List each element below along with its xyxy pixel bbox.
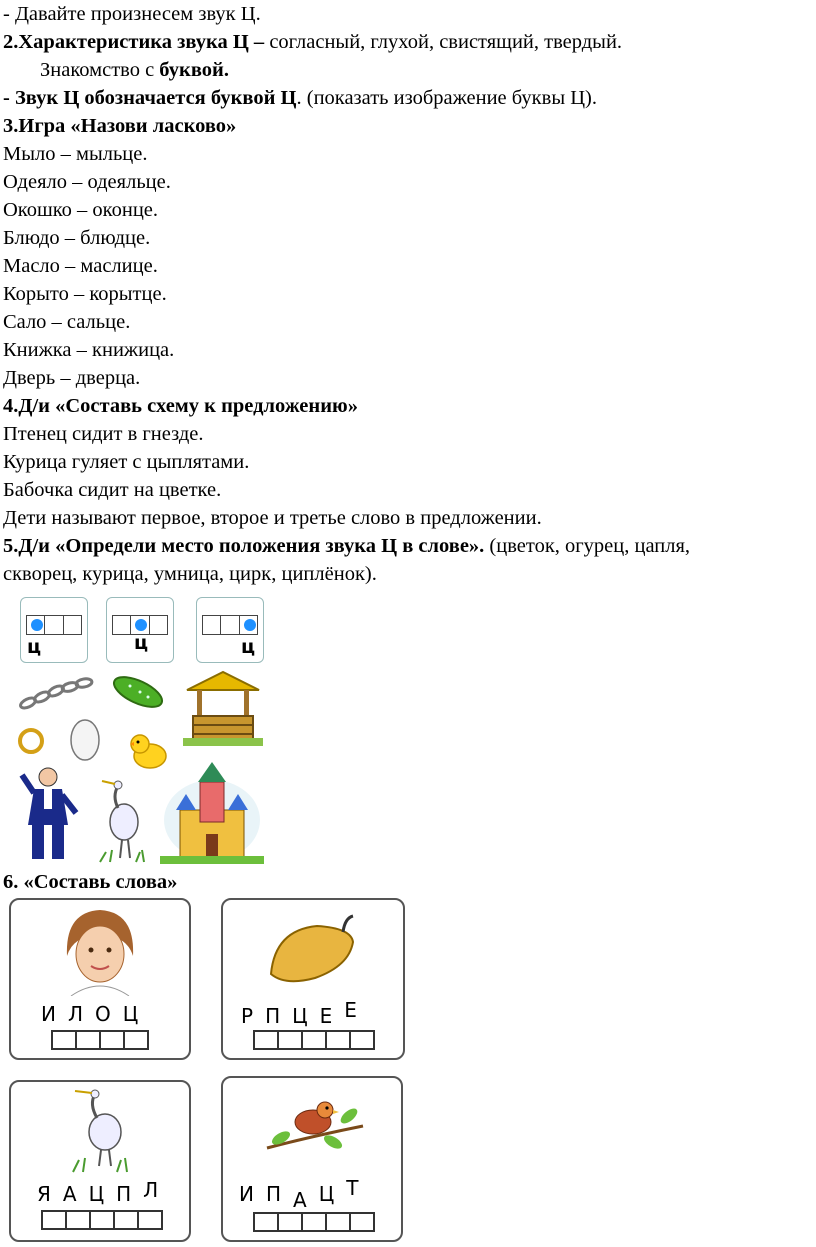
- sound-scheme-card: [20, 597, 88, 663]
- answer-boxes: [253, 1212, 375, 1232]
- answer-boxes: [253, 1030, 375, 1050]
- scheme-letter: ц: [27, 636, 42, 658]
- well-icon: [183, 668, 263, 746]
- sound-scheme-card: [196, 597, 264, 663]
- game-title-4: 4.Д/и «Составь схему к предложению»: [3, 395, 358, 417]
- word-list: скворец, курица, умница, цирк, циплёнок).: [3, 563, 377, 585]
- game-title-6: 6. «Составь слова»: [3, 871, 178, 893]
- egg-icon: [68, 716, 102, 762]
- scrambled-letters: Р П Ц Е Е: [241, 998, 357, 1028]
- word-pair: Корыто – корытце.: [3, 283, 167, 305]
- word-card-pepper: [221, 898, 405, 1060]
- word-card-girl: [9, 898, 191, 1060]
- word-pair: Блюдо – блюдце.: [3, 227, 151, 249]
- answer-boxes: [41, 1210, 163, 1230]
- letter-intro: Знакомство с буквой.: [40, 59, 229, 81]
- heron-icon: [96, 778, 150, 864]
- sound-dot: [31, 619, 43, 631]
- word-pair: Дверь – дверца.: [3, 367, 141, 389]
- scheme-letter: ц: [241, 636, 256, 658]
- game-title-5: 5.Д/и «Определи место положения звука Ц в слове». (цветок, огурец, цапля,: [3, 535, 691, 557]
- sentence: Дети называют первое, второе и третье слово в предложении.: [3, 507, 542, 529]
- answer-boxes: [51, 1030, 149, 1050]
- sentence: Курица гуляет с цыплятами.: [3, 451, 250, 473]
- word-card-bird: [221, 1076, 403, 1242]
- game-title-3: 3.Игра «Назови ласково»: [3, 115, 237, 137]
- heron-icon: [65, 1088, 137, 1174]
- scrambled-letters: И П А Ц Т: [239, 1176, 359, 1212]
- sound-characteristic: 2.Характеристика звука Ц – согласный, глухой, свистящий, твердый.: [3, 31, 623, 53]
- word-pair: Одеяло – одеяльце.: [3, 171, 171, 193]
- ring-icon: [16, 726, 46, 756]
- word-pair: Книжка – книжица.: [3, 339, 175, 361]
- sentence: Птенец сидит в гнезде.: [3, 423, 204, 445]
- sound-dot: [135, 619, 147, 631]
- singer-icon: [18, 765, 84, 865]
- scheme-letter: ц: [134, 632, 149, 654]
- sound-scheme-card: [106, 597, 174, 663]
- sentence: Бабочка сидит на цветке.: [3, 479, 222, 501]
- pepper-icon: [265, 914, 361, 990]
- girl-icon: [57, 906, 143, 996]
- intro-line: - Давайте произнесем звук Ц.: [3, 3, 261, 25]
- chain-icon: [18, 675, 98, 715]
- word-pair: Мыло – мыльце.: [3, 143, 148, 165]
- cucumber-icon: [108, 672, 168, 712]
- sound-dot: [244, 619, 256, 631]
- scrambled-letters: И Л О Ц: [41, 1002, 139, 1026]
- letter-designation: - Звук Ц обозначается буквой Ц. (показать изображение буквы Ц).: [3, 87, 597, 109]
- word-pair: Сало – сальце.: [3, 311, 131, 333]
- scrambled-letters: Я А Ц П Л: [37, 1178, 159, 1206]
- bird-on-branch-icon: [263, 1086, 367, 1162]
- word-pair: Окошко – оконце.: [3, 199, 159, 221]
- castle-icon: [160, 760, 264, 864]
- word-pair: Масло – маслице.: [3, 255, 158, 277]
- word-card-heron: [9, 1080, 191, 1242]
